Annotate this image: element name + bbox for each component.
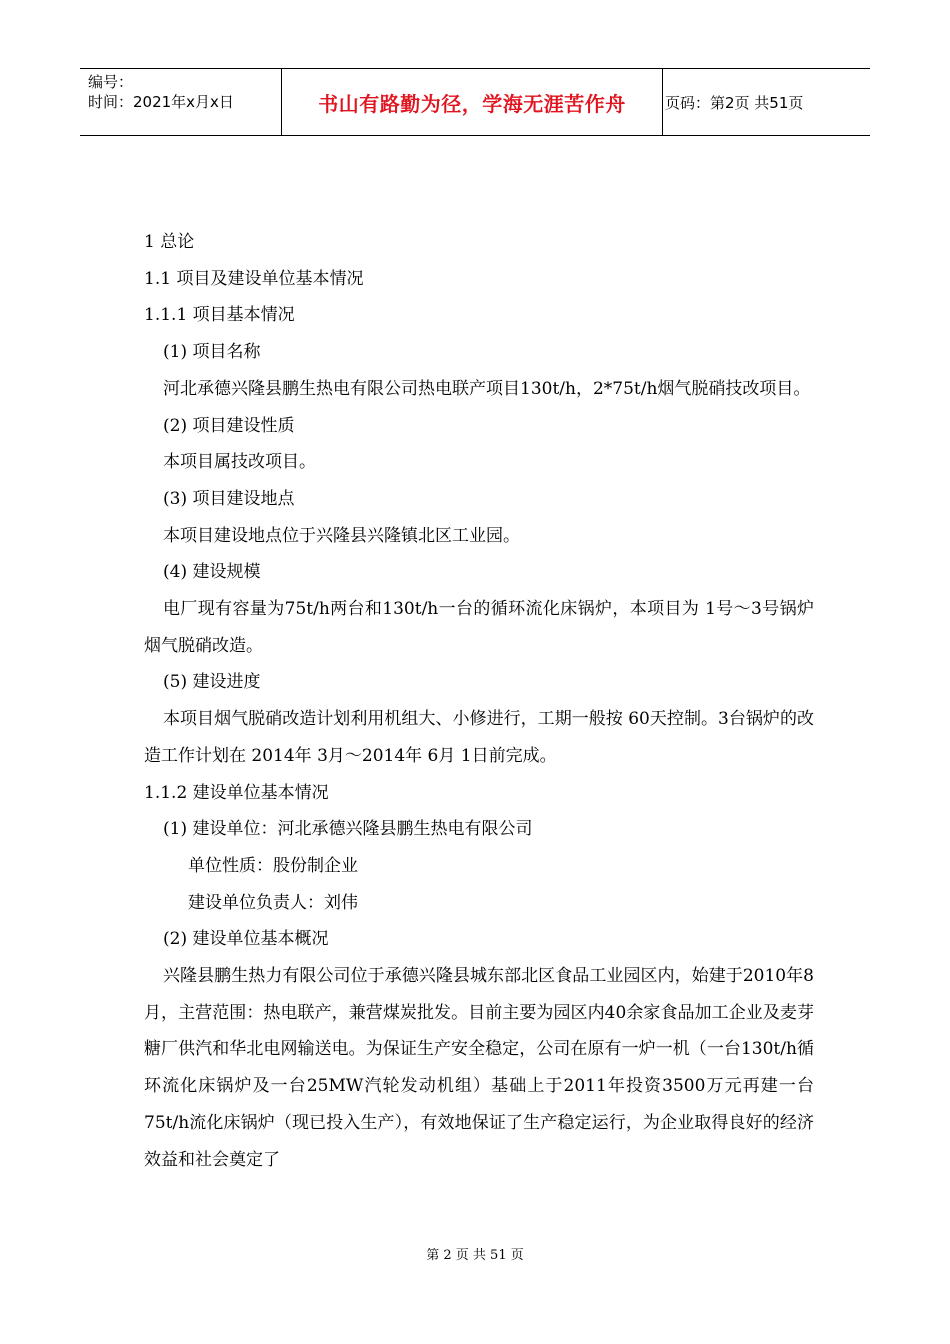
item-scale-title: (4) 建设规模: [163, 562, 261, 583]
heading-1-1-2: 1.1.2 建设单位基本情况: [144, 782, 329, 803]
header-page-info: 页码：第2页 共51页: [665, 93, 804, 112]
overview-text: 兴隆县鹏生热力有限公司位于承德兴隆县城东部北区食品工业园区内，始建于2010年8月，主营范围：热电联产，兼营煤炭批发。目前主要为园区内40余家食品加工企业及麦芽糖厂供汽和华北电网输送电。为保证生产安全稳定，公司在原有一炉一机（一台130t/h循环流化床锅炉及一台25MW汽轮发动机组）基础上于2011年投资3500万元再建一台75t/h流化床锅炉（现已投入生产），有效地保证了生产稳定运行，为企业取得良好的经济效益和社会奠定了: [144, 966, 814, 1170]
heading-1: 1 总论: [144, 232, 195, 252]
page-footer: 第 2 页 共 51 页: [426, 1248, 524, 1263]
item-schedule-text: 本项目烟气脱硝改造计划利用机组大、小修进行，工期一般按 60天控制。3台锅炉的改造工作计划在 2014年 3月～2014年 6月 1日前完成。: [144, 709, 814, 766]
header-meta: [88, 72, 280, 112]
item-nature-title: (2) 项目建设性质: [163, 415, 295, 436]
unit-title: (1) 建设单位：河北承德兴隆县鹏生热电有限公司: [163, 819, 533, 840]
date-line: 时间：2021年x月x日: [88, 93, 234, 111]
heading-1-1-1: 1.1.1 项目基本情况: [144, 305, 295, 326]
heading-1-1: 1.1 项目及建设单位基本情况: [144, 268, 364, 289]
item-schedule-title: (5) 建设进度: [163, 672, 261, 693]
item-location-title: (3) 项目建设地点: [163, 488, 295, 509]
unit-leader: 建设单位负责人：刘伟: [188, 892, 358, 913]
unit-nature: 单位性质：股份制企业: [188, 855, 358, 876]
overview-title: (2) 建设单位基本概况: [163, 929, 329, 950]
item-location-text: 本项目建设地点位于兴隆县兴隆镇北区工业园。: [163, 525, 520, 546]
document-body: [144, 224, 814, 1178]
item-scale-text: 电厂现有容量为75t/h两台和130t/h一台的循环流化床锅炉，本项目为 1号～3号锅炉烟气脱硝改造。: [144, 599, 814, 656]
item-project-name-text: 河北承德兴隆县鹏生热电有限公司热电联产项目130t/h，2*75t/h烟气脱硝技改项目。: [163, 378, 811, 399]
header-motto: 书山有路勤为径，学海无涯苦作舟: [281, 69, 663, 135]
item-nature-text: 本项目属技改项目。: [163, 452, 316, 473]
item-project-name-title: (1) 项目名称: [163, 342, 261, 363]
page-header: [80, 68, 870, 136]
code-label: 编号：: [88, 73, 134, 91]
